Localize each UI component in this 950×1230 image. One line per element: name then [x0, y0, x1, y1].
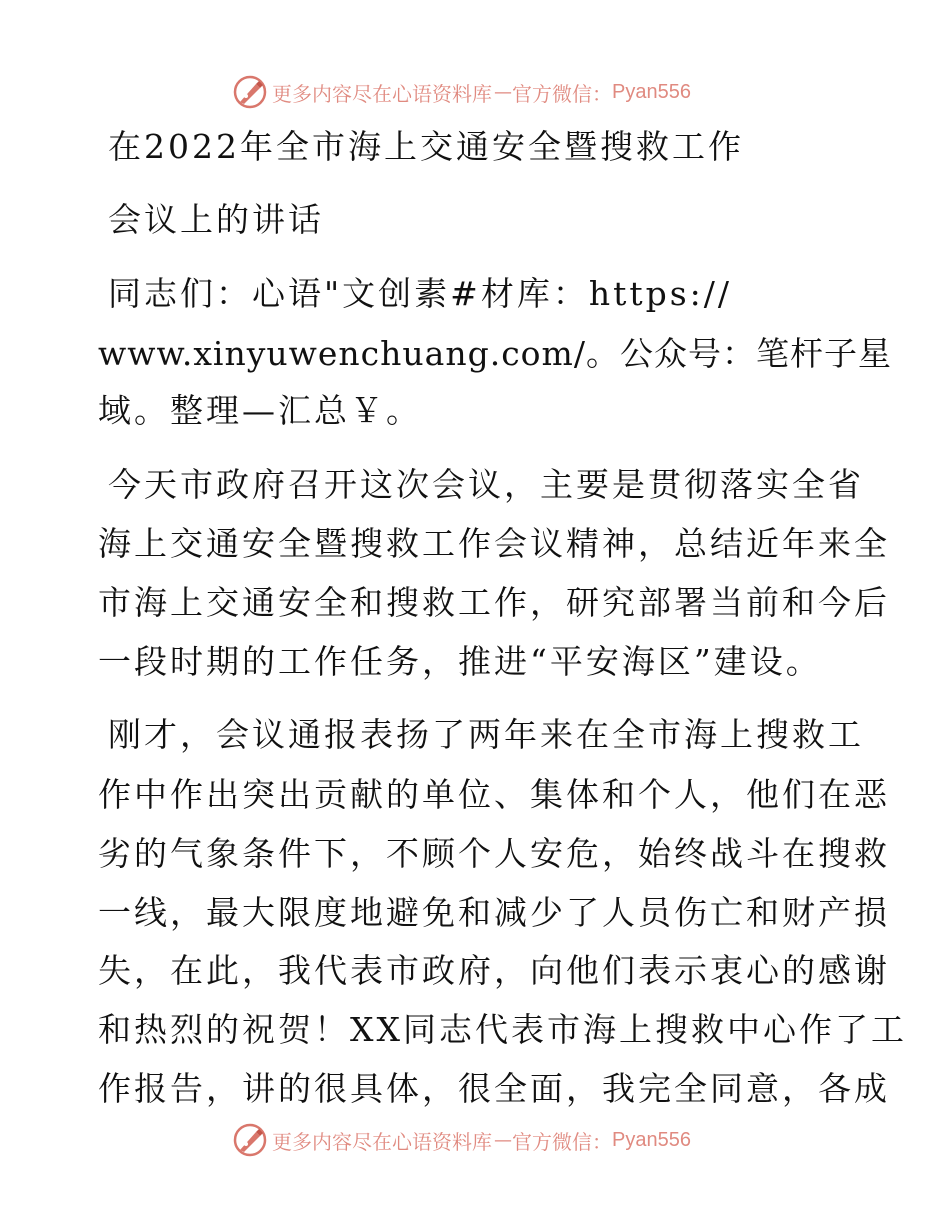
paragraph-line: 一线，最大限度地避免和减少了人员伤亡和财产损 [98, 893, 890, 932]
paragraph-line: www.xinyuwenchuang.com/。公众号：笔杆子星 [98, 334, 892, 373]
title-line-2: 会议上的讲话 [108, 200, 324, 239]
watermark-wechat-id: Pyan556 [612, 1128, 691, 1151]
watermark-brand-text: 更多内容尽在心语资料库 [272, 81, 492, 106]
title-line-1: 在2022年全市海上交通安全暨搜救工作 [108, 127, 744, 166]
paragraph-line: 一段时期的工作任务，推进“平安海区”建设。 [98, 642, 822, 681]
paragraph-line: 和热烈的祝贺！XX同志代表市海上搜救中心作了工 [98, 1010, 907, 1049]
paragraph-line: 失，在此，我代表市政府，向他们表示衷心的感谢 [98, 951, 890, 990]
watermark-brand-text: 更多内容尽在心语资料库 [272, 1129, 492, 1154]
watermark-separator: — [494, 1129, 512, 1151]
paragraph-line: 作中作出突出贡献的单位、集体和个人，他们在恶 [98, 775, 890, 814]
paragraph-line: 今天市政府召开这次会议，主要是贯彻落实全省 [108, 465, 864, 504]
paragraph-line: 市海上交通安全和搜救工作，研究部署当前和今后 [98, 583, 890, 622]
watermark-official-label: 官方微信： [512, 81, 612, 106]
header-watermark [232, 72, 691, 112]
paragraph-line: 海上交通安全暨搜救工作会议精神，总结近年来全 [98, 524, 890, 563]
footer-watermark [232, 1120, 691, 1160]
paragraph-line: 刚才，会议通报表扬了两年来在全市海上搜救工 [108, 715, 864, 754]
watermark-separator: — [494, 81, 512, 103]
pen-logo-icon [232, 74, 268, 110]
paragraph-line: 域。整理—汇总￥。 [98, 391, 422, 430]
pen-logo-icon [232, 1122, 268, 1158]
watermark-wechat-id: Pyan556 [612, 80, 691, 103]
paragraph-line: 劣的气象条件下，不顾个人安危，始终战斗在搜救 [98, 834, 890, 873]
salutation-line: 同志们：心语"文创素#材库：https:// [108, 274, 733, 313]
watermark-official-label: 官方微信： [512, 1129, 612, 1154]
paragraph-line: 作报告，讲的很具体，很全面，我完全同意，各成 [98, 1069, 890, 1108]
